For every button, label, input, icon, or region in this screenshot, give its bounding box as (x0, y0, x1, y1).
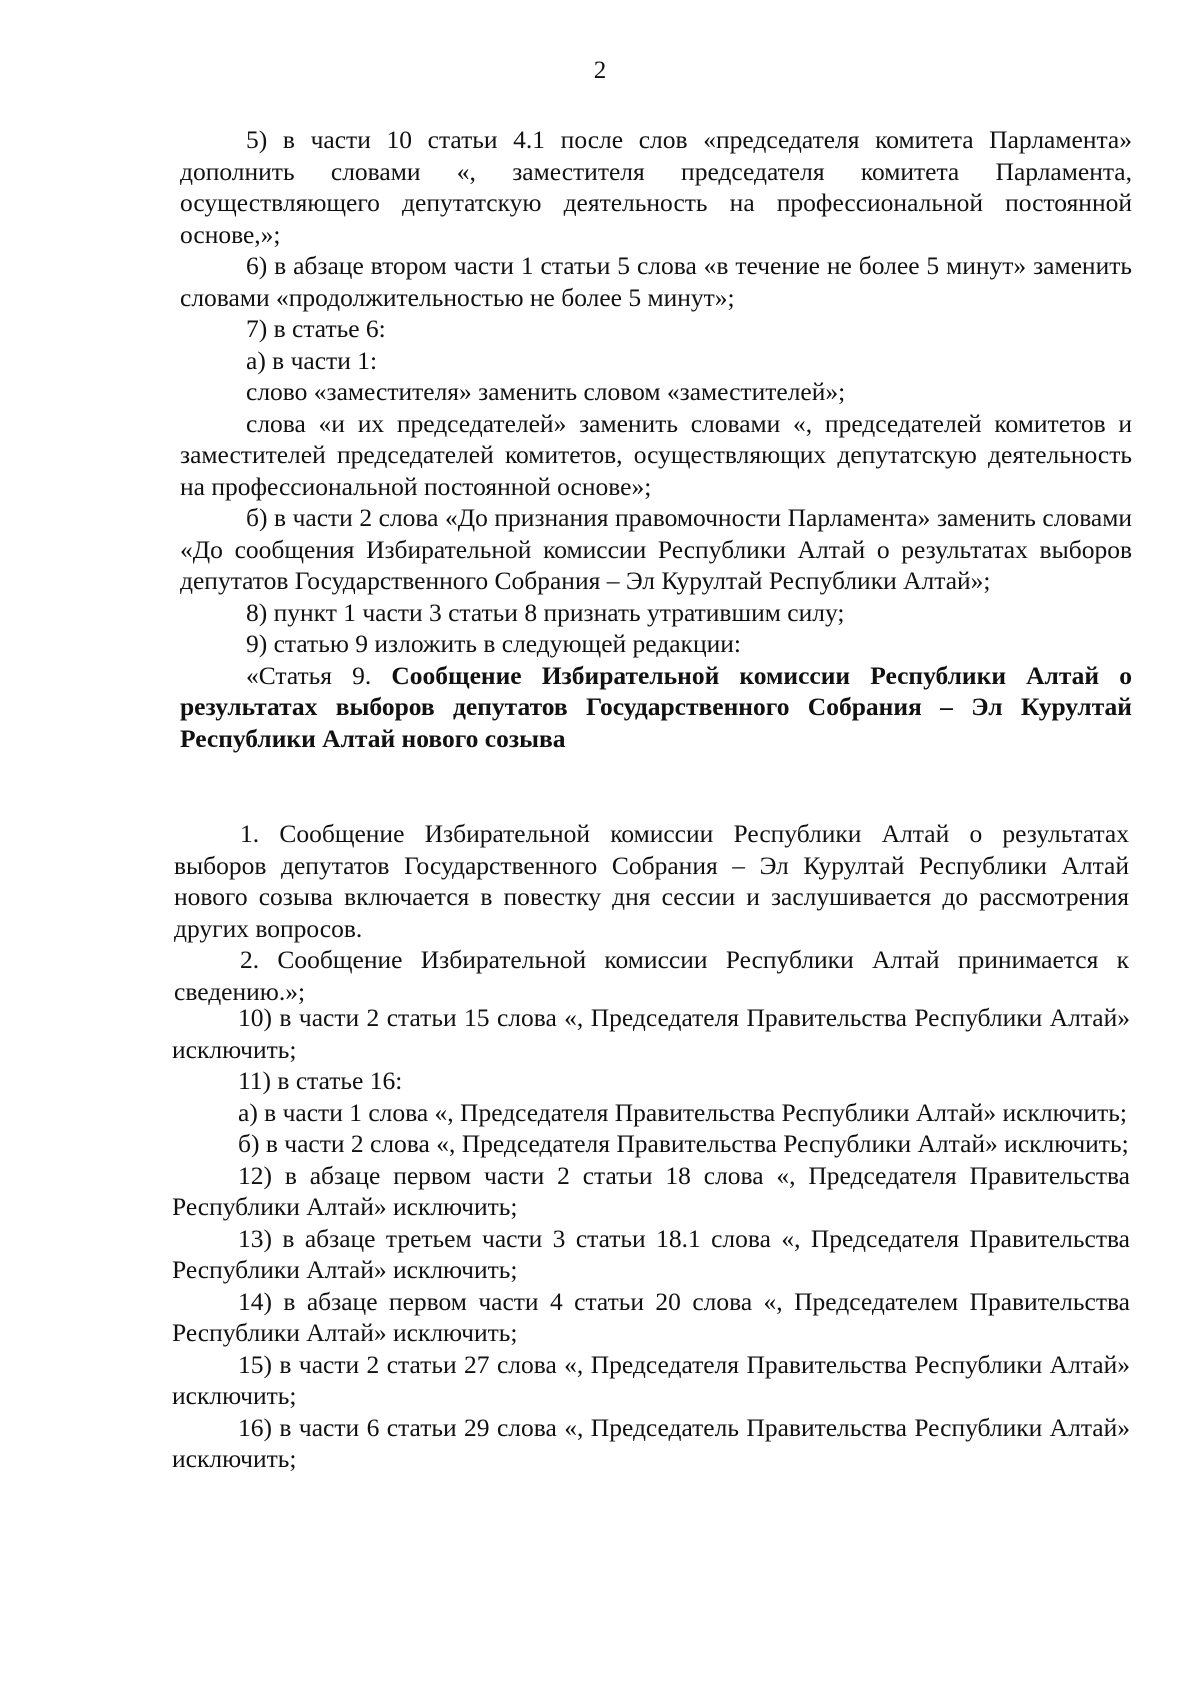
paragraph: 5) в части 10 статьи 4.1 после слов «председателя комитета Парламента» дополнить словами «, заместителя председателя комитета Парламента, осуществляющего депутатскую деятельность на профессиональной постоянной основе,»; (180, 125, 1132, 249)
paragraph: 12) в абзаце первом части 2 статьи 18 слова «, Председателя Правительства Республики Алтай» исключить; (172, 1160, 1130, 1221)
paragraph: 10) в части 2 статьи 15 слова «, Председателя Правительства Республики Алтай» исключить; (172, 1003, 1130, 1064)
paragraph: 14) в абзаце первом части 4 статьи 20 слова «, Председателем Правительства Республики Алтай» исключить; (172, 1286, 1130, 1347)
paragraph: б) в части 2 слова «До признания правомочности Парламента» заменить словами «До сообщения Избирательной комиссии Республики Алтай о результатах выборов депутатов Государственного Собрания – Эл Курултай Республики Алтай»; (180, 503, 1132, 595)
article-item: 1. Сообщение Избирательной комиссии Республики Алтай о результатах выборов депутатов Государственного Собрания – Эл Курултай Республики Алтай нового созыва включается в повестку дня сессии и заслушивается до рассмотрения других вопросов. (174, 819, 1129, 943)
paragraph: слова «и их председателей» заменить словами «, председателей комитетов и заместителей председателей комитетов, осуществляющих депутатскую деятельность на профессиональной постоянной основе»; (180, 408, 1132, 501)
paragraph: 11) в статье 16: (238, 1066, 403, 1095)
page-number: 2 (593, 57, 607, 84)
article-heading (180, 660, 1132, 755)
paragraph: 6) в абзаце втором части 1 статьи 5 слова «в течение не более 5 минут» заменить словами «продолжительностью не более 5 минут»; (180, 251, 1132, 312)
paragraph: 13) в абзаце третьем части 3 статьи 18.1 слова «, Председателя Правительства Республики Алтай» исключить; (172, 1223, 1130, 1284)
paragraph: 16) в части 6 статьи 29 слова «, Председатель Правительства Республики Алтай» исключить; (172, 1412, 1130, 1473)
paragraph: 7) в статье 6: (246, 314, 386, 343)
amendments-block-1 (180, 124, 1132, 754)
paragraph: 8) пункт 1 части 3 статьи 8 признать утратившим силу; (246, 597, 845, 627)
paragraph: слово «заместителя» заменить словом «заместителей»; (246, 377, 846, 406)
paragraph: а) в части 1 слова «, Председателя Правительства Республики Алтай» исключить; (238, 1097, 1128, 1127)
paragraph: 9) статью 9 изложить в следующей редакции: (246, 629, 741, 658)
paragraph: 15) в части 2 статьи 27 слова «, Председателя Правительства Республики Алтай» исключить; (172, 1349, 1130, 1410)
amendments-block-2 (172, 1002, 1130, 1475)
article-prefix: «Статья 9. (246, 660, 392, 690)
article-title: Сообщение Избирательной комиссии Республики Алтай о результатах выборов депутатов Государственного Собрания – Эл Курултай Республики Алтай нового созыва (180, 660, 1132, 753)
article-item: 2. Сообщение Избирательной комиссии Республики Алтай принимается к сведению.»; (174, 945, 1129, 1006)
paragraph: а) в части 1: (246, 345, 378, 375)
article-body (174, 818, 1129, 1007)
paragraph: б) в части 2 слова «, Председателя Правительства Республики Алтай» исключить; (238, 1129, 1129, 1158)
